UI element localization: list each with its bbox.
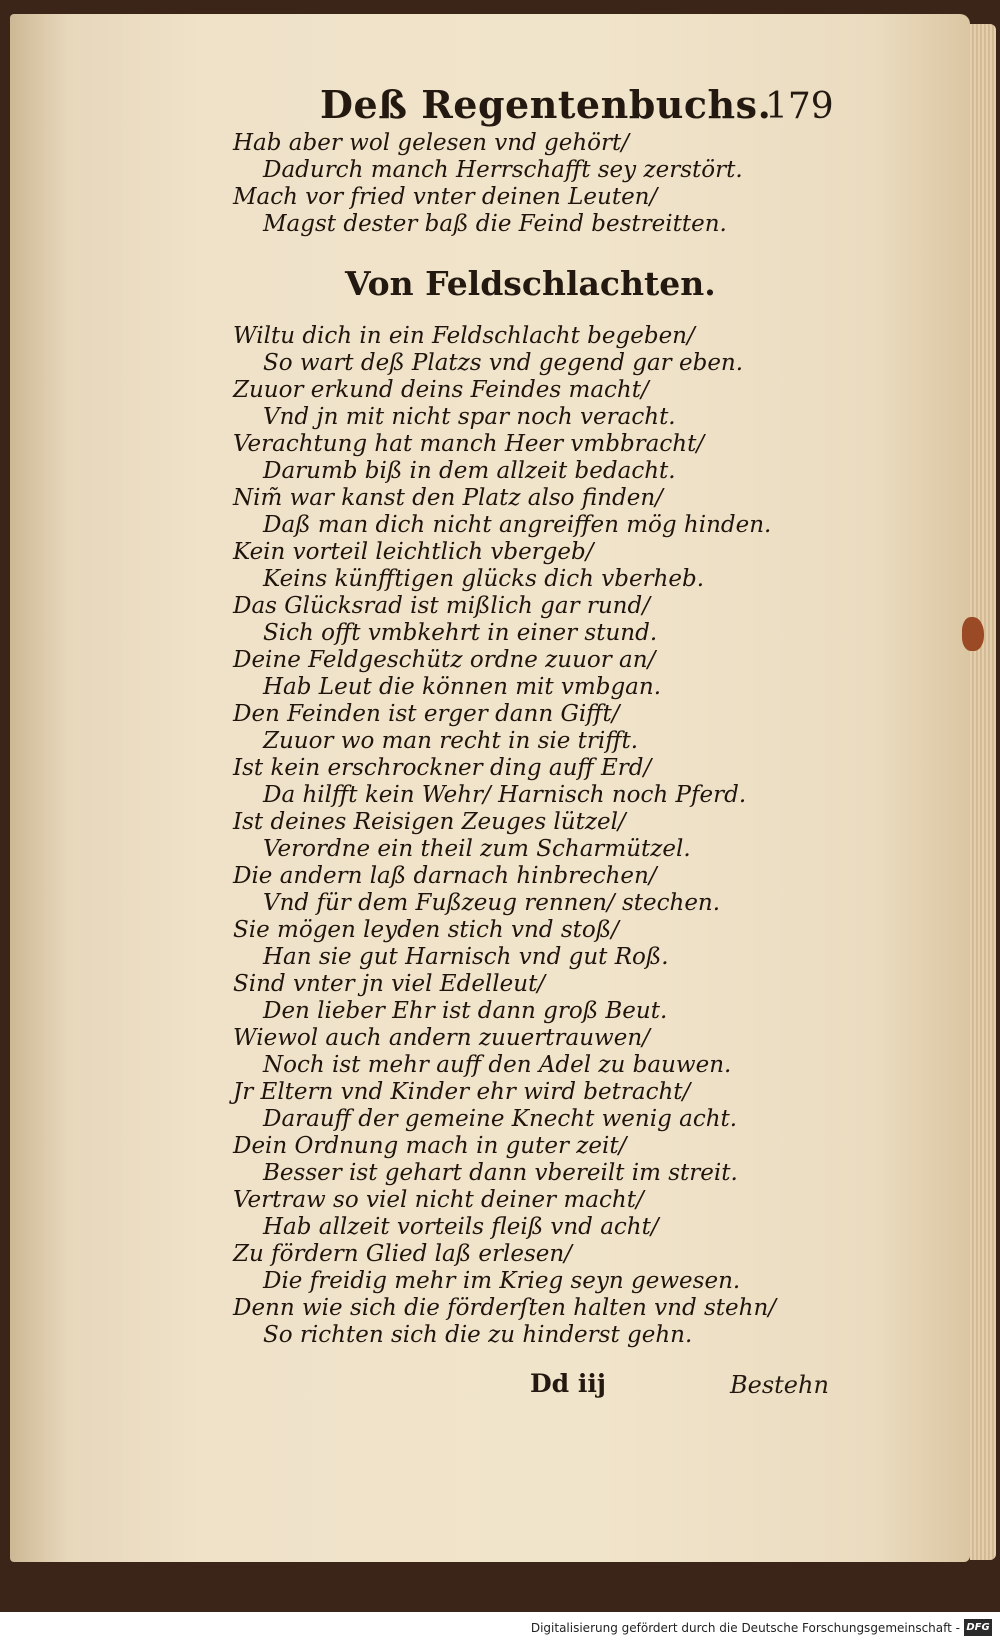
signature-mark: Dd iij — [530, 1369, 606, 1398]
verse-line: Keins künfftigen glücks dich vberheb. — [263, 566, 705, 592]
verse-line: Nim̃ war kanst den Platz also finden/ — [233, 485, 663, 511]
verse-line: Darumb biß in dem allzeit bedacht. — [263, 458, 676, 484]
verse-line: Sind vnter jn viel Edelleut/ — [233, 971, 546, 997]
verse-line: Die freidig mehr im Krieg seyn gewesen. — [263, 1268, 741, 1294]
verse-line: Zuuor wo man recht in sie trifft. — [263, 728, 639, 754]
verse-line: Vnd jn mit nicht spar noch veracht. — [263, 404, 676, 430]
verse-line: Mach vor fried vnter deinen Leuten/ — [233, 184, 658, 210]
verse-line: Daß man dich nicht angreiffen mög hinden. — [263, 512, 772, 538]
catchword: Bestehn — [730, 1371, 829, 1399]
verse-line: Da hilfft kein Wehr/ Harnisch noch Pferd. — [263, 782, 747, 808]
verse-line: Han sie gut Harnisch vnd gut Roß. — [263, 944, 669, 970]
verse-line: Das Glücksrad ist mißlich gar rund/ — [233, 593, 650, 619]
verse-line: Denn wie sich die förderſten halten vnd stehn/ — [233, 1295, 777, 1321]
verse-line: Hab Leut die können mit vmbgan. — [263, 674, 662, 700]
verse-line: Hab allzeit vorteils fleiß vnd acht/ — [263, 1214, 659, 1240]
verse-line: Wiewol auch andern zuuertrauwen/ — [233, 1025, 650, 1051]
verse-line: Besser ist gehart dann vbereilt im streit. — [263, 1160, 738, 1186]
funding-credit: Digitalisierung gefördert durch die Deutsche Forschungsgemeinschaft - — [530, 1621, 960, 1635]
verse-line: Sich offt vmbkehrt in einer stund. — [263, 620, 658, 646]
verse-line: Vertraw so viel nicht deiner macht/ — [233, 1187, 644, 1213]
verse-line: Dein Ordnung mach in guter zeit/ — [233, 1133, 627, 1159]
verse-line: Dadurch manch Herrschafft sey zerstört. — [263, 157, 743, 183]
verse-line: Jr Eltern vnd Kinder ehr wird betracht/ — [233, 1079, 691, 1105]
verse-line: Den lieber Ehr ist dann groß Beut. — [263, 998, 668, 1024]
verse-line: Kein vorteil leichtlich vbergeb/ — [233, 539, 594, 565]
verse-line: Noch ist mehr auff den Adel zu bauwen. — [263, 1052, 732, 1078]
verse-line: Den Feinden ist erger dann Gifft/ — [233, 701, 620, 727]
page-number: 179 — [765, 86, 834, 127]
verse-line: Sie mögen leyden stich vnd stoß/ — [233, 917, 619, 943]
verse-line: Ist kein erschrockner ding auff Erd/ — [233, 755, 652, 781]
verse-line: Magst dester baß die Feind bestreitten. — [263, 211, 727, 237]
verse-line: Zuuor erkund deins Feindes macht/ — [233, 377, 649, 403]
verse-line: So richten sich die zu hinderst gehn. — [263, 1322, 693, 1348]
verse-line: So wart deß Platzs vnd gegend gar eben. — [263, 350, 744, 376]
verse-line: Wiltu dich in ein Feldschlacht begeben/ — [233, 323, 695, 349]
verse-line: Hab aber wol gelesen vnd gehört/ — [233, 130, 630, 156]
main-verses — [233, 323, 776, 1349]
verse-line: Darauff der gemeine Knecht wenig acht. — [263, 1106, 738, 1132]
dfg-logo: DFG — [964, 1619, 992, 1636]
footer-bar — [0, 1612, 1000, 1645]
page-stain — [962, 617, 984, 651]
section-heading: Von Feldschlachten. — [345, 264, 716, 303]
verse-line: Ist deines Reisigen Zeuges lützel/ — [233, 809, 626, 835]
page-edges — [970, 24, 996, 1560]
verse-line: Die andern laß darnach hinbrechen/ — [233, 863, 657, 889]
verse-line: Verordne ein theil zum Scharmützel. — [263, 836, 691, 862]
verse-line: Verachtung hat manch Heer vmbbracht/ — [233, 431, 705, 457]
running-title: Deß Regentenbuchs. — [320, 82, 772, 127]
verse-line: Vnd für dem Fußzeug rennen/ stechen. — [263, 890, 721, 916]
top-verses — [233, 130, 743, 238]
verse-line: Zu fördern Glied laß erlesen/ — [233, 1241, 572, 1267]
verse-line: Deine Feldgeschütz ordne zuuor an/ — [233, 647, 656, 673]
